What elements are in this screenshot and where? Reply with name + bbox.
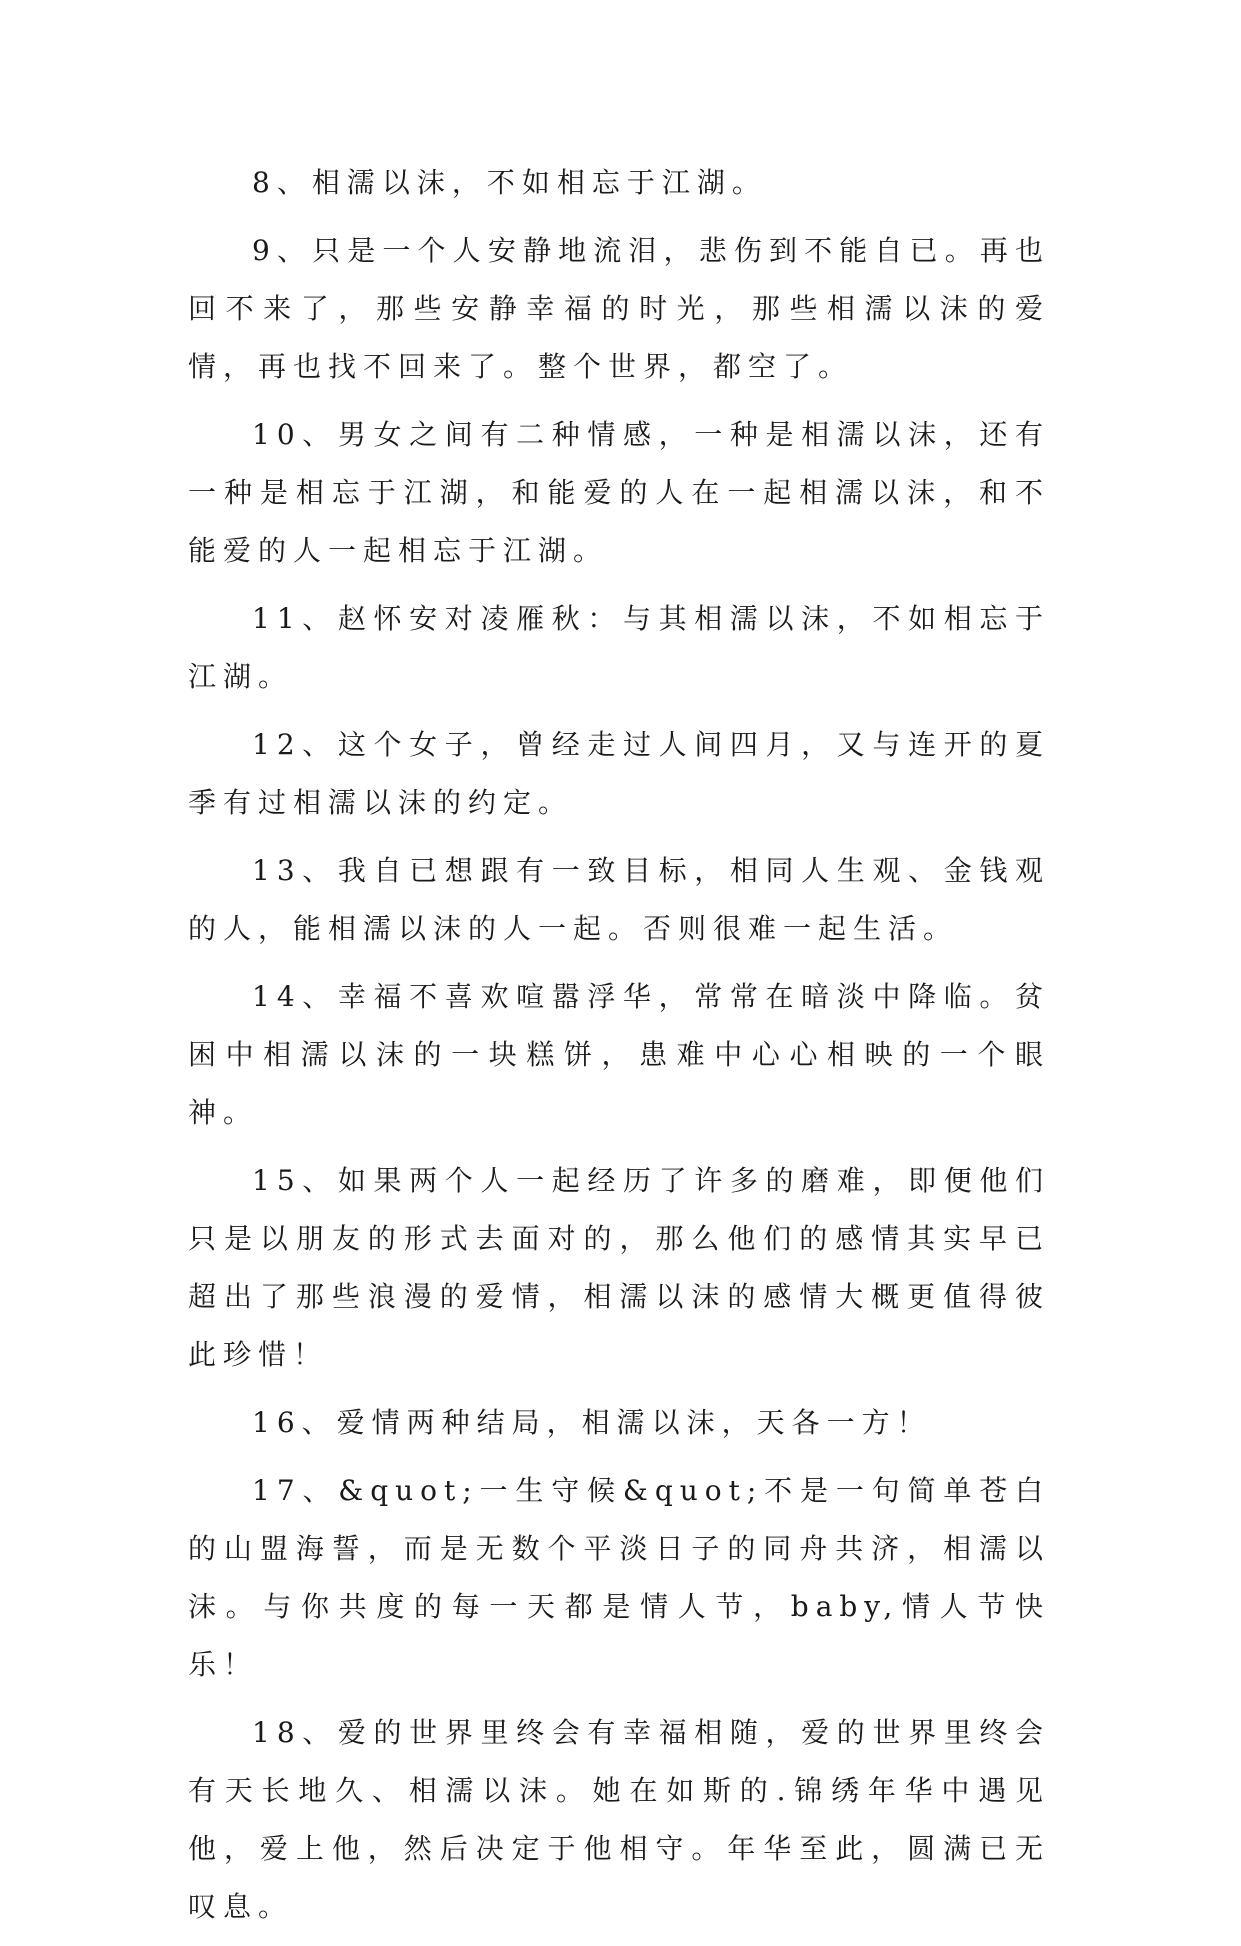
paragraph-9: 9、只是一个人安静地流泪，悲伤到不能自已。再也回不来了，那些安静幸福的时光，那些相濡以沫的爱情，再也找不回来了。整个世界，都空了。: [188, 234, 1050, 383]
paragraph-13: 13、我自已想跟有一致目标，相同人生观、金钱观的人，能相濡以沫的人一起。否则很难一起生活。: [188, 854, 1050, 945]
paragraph-10: 10、男女之间有二种情感，一种是相濡以沫，还有一种是相忘于江湖，和能爱的人在一起相濡以沫，和不能爱的人一起相忘于江湖。: [188, 418, 1050, 567]
document-body: [188, 154, 1050, 1946]
paragraph-8: 8、相濡以沫，不如相忘于江湖。: [252, 166, 767, 199]
paragraph-16: 16、爱情两种结局，相濡以沫，天各一方！: [252, 1406, 932, 1439]
paragraph-15: 15、如果两个人一起经历了许多的磨难，即便他们只是以朋友的形式去面对的，那么他们的感情其实早已超出了那些浪漫的爱情，相濡以沫的感情大概更值得彼此珍惜！: [188, 1164, 1050, 1371]
paragraph-12: 12、这个女子，曾经走过人间四月，又与连开的夏季有过相濡以沫的约定。: [188, 728, 1050, 819]
paragraph-18: 18、爱的世界里终会有幸福相随，爱的世界里终会有天长地久、相濡以沫。她在如斯的.锦绣年华中遇见他，爱上他，然后决定于他相守。年华至此，圆满已无叹息。: [188, 1716, 1050, 1923]
paragraph-11: 11、赵怀安对凌雁秋：与其相濡以沫，不如相忘于江湖。: [188, 602, 1050, 693]
paragraph-17: 17、&quot;一生守候&quot;不是一句简单苍白的山盟海誓，而是无数个平淡日子的同舟共济，相濡以沫。与你共度的每一天都是情人节，baby,情人节快乐！: [188, 1474, 1050, 1681]
paragraph-14: 14、幸福不喜欢喧嚣浮华，常常在暗淡中降临。贫困中相濡以沫的一块糕饼，患难中心心相映的一个眼神。: [188, 980, 1050, 1129]
